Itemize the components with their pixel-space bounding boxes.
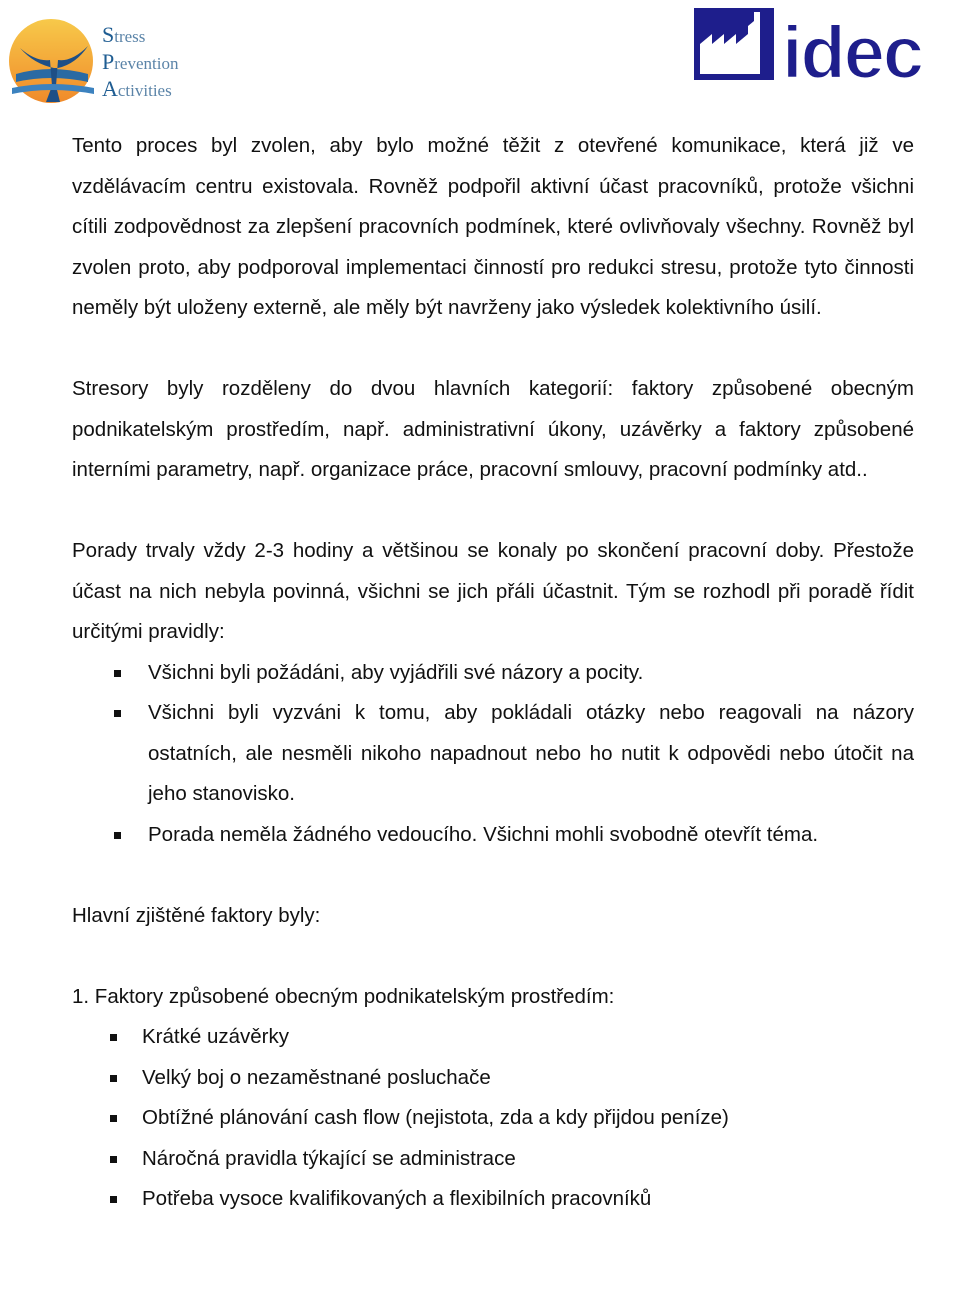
rules-list [72,653,914,856]
list-item: Obtížné plánování cash flow (nejistota, zda a kdy přijdou peníze) [72,1098,914,1139]
section-1-list [72,1017,914,1220]
paragraph-process: Tento proces byl zvolen, aby bylo možné těžit z otevřené komunikace, která již ve vzdělávacím centru existovala. Rovněž podpořil aktivní účast pracovníků, protože všichni cítili zodpovědnost za zlepšení pracovních podmínek, které ovlivňovaly všechny. Rovněž byl zvolen proto, aby podporoval implementaci činností pro redukci stresu, protože tyto činnosti neměly být uloženy externě, ale měly být navrženy jako výsledek kolektivního úsilí. [72,134,914,319]
list-item: Potřeba vysoce kvalifikovaných a flexibilních pracovníků [72,1179,914,1220]
list-item: Velký boj o nezaměstnané posluchače [72,1058,914,1099]
list-item: Náročná pravidla týkající se administrace [72,1139,914,1180]
section-1-heading: 1. Faktory způsobené obecným podnikatelským prostředím: [72,984,615,1008]
spa-cap-a: A [102,76,118,101]
idec-wordmark: idec [782,11,923,82]
spa-rest-prevention: revention [114,54,179,73]
paragraph-meetings: Porady trvaly vždy 2-3 hodiny a většinou se konaly po skončení pracovní doby. Přestože účast na nich nebyla povinná, všichni se jich přáli účastnit. Tým se rozhodl při poradě řídit určitými pravidly: [72,539,914,643]
spa-rest-stress: tress [114,27,146,46]
list-item: Porada neměla žádného vedoucího. Všichni mohli svobodně otevřít téma. [72,815,914,856]
spa-rest-activities: ctivities [117,81,172,100]
stress-prevention-activities-logo [6,16,196,106]
findings-heading: Hlavní zjištěné faktory byly: [72,903,321,927]
spa-word-stress [102,24,145,46]
document-body [72,126,914,1220]
spa-word-activities [102,78,172,100]
page-header [0,0,960,110]
whale-tail-sun-icon [6,16,106,106]
paragraph-stressors: Stresory byly rozděleny do dvou hlavních kategorií: faktory způsobené obecným podnikatelským prostředím, např. administrativní úkony, uzávěrky a faktory způsobené interními parametry, např. organizace práce, pracovní smlouvy, pracovní podmínky atd.. [72,377,914,481]
list-item: Krátké uzávěrky [72,1017,914,1058]
spa-word-prevention [102,51,178,73]
list-item: Všichni byli požádáni, aby vyjádřili své názory a pocity. [72,653,914,694]
idec-logo [694,4,958,82]
list-item: Všichni byli vyzváni k tomu, aby pokládali otázky nebo reagovali na názory ostatních, ale nesměli nikoho napadnout nebo ho nutit k odpovědi nebo útočit na jeho stanovisko. [72,693,914,815]
spa-cap-p: P [102,49,115,74]
spa-cap-s: S [102,22,115,47]
